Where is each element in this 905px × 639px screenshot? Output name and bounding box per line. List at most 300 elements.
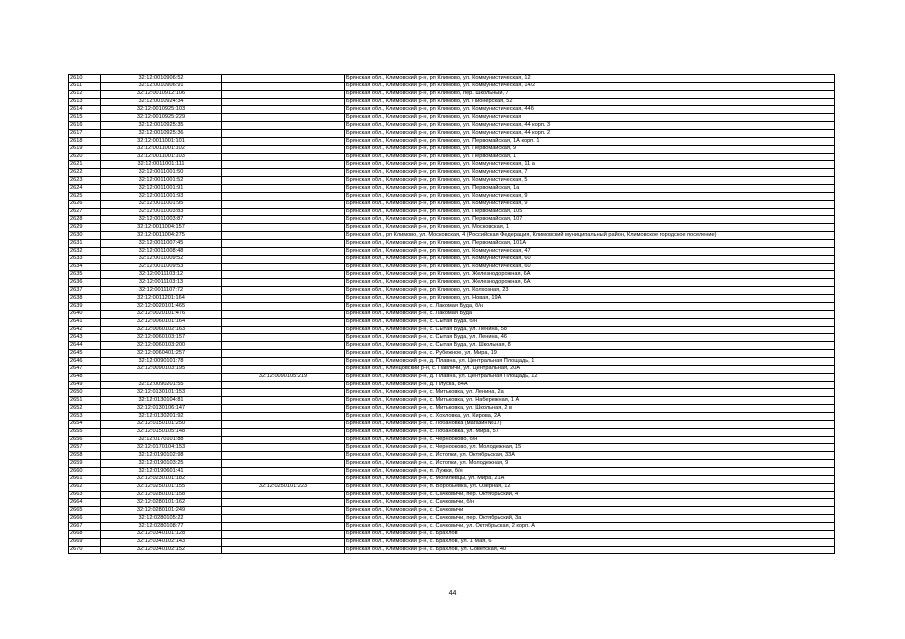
address-cell: Брянская обл., Клинцовский р-н, с. Павличи, ул. Центральная, 20А <box>345 365 835 373</box>
cadastral-number-cell: 32:12:0011001:91 <box>101 185 222 193</box>
address-cell: Брянская обл., Климовский р-н, рп Климово, ул. Коммунистическая, 9 <box>345 192 835 200</box>
row-number-cell: 2614 <box>69 106 101 114</box>
row-number-cell: 2645 <box>69 350 101 358</box>
cadastral-number-cell: 32:12:0010912:106 <box>101 90 222 98</box>
cadastral-number-cell: 32:12:0190103:25 <box>101 460 222 468</box>
row-number-cell: 2653 <box>69 412 101 420</box>
row-number-cell: 2663 <box>69 491 101 499</box>
address-cell: Брянская обл., Климовский р-н, рп Климово, ул. Коммунистическая, 44б <box>345 106 835 114</box>
cadastral-number-cell: 32:12:0011004:157 <box>101 224 222 232</box>
previous-number-cell <box>222 326 345 334</box>
row-number-cell: 2613 <box>69 98 101 106</box>
row-number-cell: 2611 <box>69 82 101 90</box>
address-cell: Брянская обл., Климовский р-н, с. Истопки, ул. Октябрьская, 33А <box>345 452 835 460</box>
address-cell: Брянская обл., Климовский р-н, рп Климово, ул. Коммунистическая, 5 <box>345 177 835 185</box>
table-row <box>69 185 835 193</box>
cadastral-number-cell: 32:12:0190102:98 <box>101 452 222 460</box>
cadastral-number-cell: 32:12:0011001:103 <box>101 153 222 161</box>
previous-number-cell <box>222 263 345 271</box>
row-number-cell: 2652 <box>69 405 101 413</box>
table-row <box>69 177 835 185</box>
table-row <box>69 90 835 98</box>
previous-number-cell <box>222 295 345 303</box>
row-number-cell: 2644 <box>69 342 101 350</box>
table-row <box>69 302 835 310</box>
row-number-cell: 2638 <box>69 295 101 303</box>
row-number-cell: 2659 <box>69 460 101 468</box>
address-cell: Брянская обл., Климовский р-н, рп Климово, ул. Коммунистическая, 11 а <box>345 161 835 169</box>
previous-number-cell <box>222 216 345 224</box>
previous-number-cell <box>222 192 345 200</box>
table-row <box>69 247 835 255</box>
previous-number-cell <box>222 106 345 114</box>
cadastral-number-cell: 32:12:0150105:148 <box>101 428 222 436</box>
row-number-cell: 2624 <box>69 185 101 193</box>
row-number-cell: 2610 <box>69 75 101 83</box>
table-row <box>69 169 835 177</box>
row-number-cell: 2628 <box>69 216 101 224</box>
address-cell: Брянская обл., Климовский р-н, с. Лакомая Буда <box>345 310 835 318</box>
table-row <box>69 310 835 318</box>
row-number-cell: 2656 <box>69 436 101 444</box>
cadastral-number-cell: 32:12:0011004:275 <box>101 232 222 240</box>
cadastral-number-cell: 32:12:0250101:155 <box>101 483 222 491</box>
table-row <box>69 507 835 515</box>
cadastral-number-cell: 32:12:0190601:41 <box>101 467 222 475</box>
address-cell: Брянская обл., Климовский р-н, с. Лакомая Буда, б/н <box>345 302 835 310</box>
previous-number-cell <box>222 412 345 420</box>
address-cell: Брянская обл., Климовский р-н, с. Сачковичи <box>345 507 835 515</box>
row-number-cell: 2620 <box>69 153 101 161</box>
cadastral-number-cell: 32:12:0060101:164 <box>101 318 222 326</box>
table-row <box>69 546 835 554</box>
cadastral-number-cell: 32:12:0010925:36 <box>101 130 222 138</box>
table-row <box>69 287 835 295</box>
previous-number-cell <box>222 310 345 318</box>
previous-number-cell <box>222 271 345 279</box>
table-row <box>69 381 835 389</box>
address-cell: Брянская обл., Климовский р-н, с. Лобановка, ул. Мира, 57 <box>345 428 835 436</box>
address-cell: Брянская обл., Климовский р-н, с. Сачковичи, пер. Октябрьский, 4 <box>345 491 835 499</box>
address-cell: Брянская обл., Климовский р-н, с. Рубежное, ул. Мира, 19 <box>345 350 835 358</box>
previous-number-cell <box>222 90 345 98</box>
table-row <box>69 216 835 224</box>
row-number-cell: 2626 <box>69 200 101 208</box>
row-number-cell: 2629 <box>69 224 101 232</box>
table-row <box>69 499 835 507</box>
address-cell: Брянская обл., Климовский р-н, с. Сытая Буда, ул. Ленина, 46 <box>345 334 835 342</box>
table-row <box>69 350 835 358</box>
cadastral-number-cell: 32:12:0060401:257 <box>101 350 222 358</box>
cadastral-number-cell: 32:12:0011007:45 <box>101 240 222 248</box>
address-cell: Брянская обл., Климовский р-н, с. Чернооково, б/н <box>345 436 835 444</box>
previous-number-cell <box>222 145 345 153</box>
row-number-cell: 2667 <box>69 522 101 530</box>
cadastral-number-cell: 32:12:0011001:95 <box>101 200 222 208</box>
previous-number-cell <box>222 365 345 373</box>
previous-number-cell <box>222 208 345 216</box>
registry-table-body <box>69 75 835 554</box>
address-cell: Брянская обл., Климовский р-н, рп Климово, ул. Первомайская, 1 <box>345 153 835 161</box>
row-number-cell: 2655 <box>69 428 101 436</box>
table-row <box>69 137 835 145</box>
address-cell: Брянская обл., Климовский р-н, рп Климово, ул. Коммунистическая, 7 <box>345 169 835 177</box>
address-cell: Брянская обл., Климовский р-н, с. Сачковичи, ул. Октябрьская, 2 корп. А <box>345 522 835 530</box>
previous-number-cell <box>222 507 345 515</box>
row-number-cell: 2627 <box>69 208 101 216</box>
previous-number-cell <box>222 137 345 145</box>
table-row <box>69 522 835 530</box>
row-number-cell: 2646 <box>69 357 101 365</box>
cadastral-number-cell: 32:12:0011001:50 <box>101 169 222 177</box>
cadastral-number-cell: 32:12:0011003:83 <box>101 208 222 216</box>
row-number-cell: 2654 <box>69 420 101 428</box>
address-cell: Брянская обл., Климовский р-н, рп Климово, ул. Коммунистическая, 9 <box>345 200 835 208</box>
table-row <box>69 452 835 460</box>
address-cell: Брянская обл., Климовский р-н, п. Воробьевка, ул. Озерная, 12 <box>345 483 835 491</box>
address-cell: Брянская обл., Климовский р-н, рп Климово, ул. Новая, 19А <box>345 295 835 303</box>
address-cell: Брянская обл., Климовский р-н, рп Климово, ул. Железнодорожная, 6А <box>345 271 835 279</box>
address-cell: Брянская обл., Климовский р-н, с. Митьковка, ул. Набережная, 1 А <box>345 397 835 405</box>
row-number-cell: 2623 <box>69 177 101 185</box>
row-number-cell: 2619 <box>69 145 101 153</box>
address-cell: Брянская обл., Климовский р-н, рп Климово, ул. Коммунистическая, 12 <box>345 75 835 83</box>
table-row <box>69 130 835 138</box>
row-number-cell: 2651 <box>69 397 101 405</box>
previous-number-cell <box>222 452 345 460</box>
table-row <box>69 436 835 444</box>
cadastral-number-cell: 32:12:0010924:34 <box>101 98 222 106</box>
table-row <box>69 82 835 90</box>
row-number-cell: 2647 <box>69 365 101 373</box>
cadastral-number-cell: 32:12:0011001:101 <box>101 137 222 145</box>
row-number-cell: 2618 <box>69 137 101 145</box>
address-cell: Брянская обл., Климовский р-н, рп Климово, ул. Первомайская, 1А корп. 1 <box>345 137 835 145</box>
address-cell: Брянская обл., рп Климово, ул. Московская, 4 (Российская Федерация, Климовский муниципальный район, Климовское городское поселение) <box>345 232 835 240</box>
cadastral-number-cell: 32:12:0130101:153 <box>101 389 222 397</box>
table-row <box>69 538 835 546</box>
table-row <box>69 255 835 263</box>
cadastral-number-cell: 32:12:0011103:12 <box>101 271 222 279</box>
row-number-cell: 2649 <box>69 381 101 389</box>
previous-number-cell <box>222 185 345 193</box>
cadastral-number-cell: 32:12:0010925:103 <box>101 106 222 114</box>
registry-table <box>68 74 835 554</box>
previous-number-cell <box>222 302 345 310</box>
row-number-cell: 2635 <box>69 271 101 279</box>
row-number-cell: 2657 <box>69 444 101 452</box>
address-cell: Брянская обл., Климовский р-н, с. Брахлов <box>345 530 835 538</box>
table-row <box>69 271 835 279</box>
table-row <box>69 412 835 420</box>
previous-number-cell <box>222 342 345 350</box>
table-row <box>69 240 835 248</box>
row-number-cell: 2617 <box>69 130 101 138</box>
table-row <box>69 515 835 523</box>
cadastral-number-cell: 32:12:0280101:162 <box>101 499 222 507</box>
previous-number-cell <box>222 491 345 499</box>
address-cell: Брянская обл., Климовский р-н, с. Сытая Буда, ул. Школьная, 8 <box>345 342 835 350</box>
cadastral-number-cell: 32:12:0340102:152 <box>101 546 222 554</box>
row-number-cell: 2668 <box>69 530 101 538</box>
previous-number-cell <box>222 122 345 130</box>
address-cell: Брянская обл., Климовский р-н, д. Плавна, ул. Центральная Площадь, 1 <box>345 357 835 365</box>
previous-number-cell <box>222 436 345 444</box>
address-cell: Брянская обл., Климовский р-н, с. Митьковка, ул. Школьная, 2 в <box>345 405 835 413</box>
cadastral-number-cell: 32:12:0170104:153 <box>101 444 222 452</box>
cadastral-number-cell: 32:12:0130201:92 <box>101 412 222 420</box>
table-row <box>69 208 835 216</box>
cadastral-number-cell: 32:12:0011009:52 <box>101 255 222 263</box>
cadastral-number-cell: 32:12:0170101:88 <box>101 436 222 444</box>
address-cell: Брянская обл., Климовский р-н, рп Климово, ул. Коммунистическая, 44 корп. 3 <box>345 122 835 130</box>
cadastral-number-cell: 32:12:0011201:164 <box>101 295 222 303</box>
previous-number-cell <box>222 350 345 358</box>
previous-number-cell <box>222 530 345 538</box>
table-row <box>69 357 835 365</box>
address-cell: Брянская обл., Климовский р-н, рп Климово, ул. Коммунистическая, 60 <box>345 255 835 263</box>
table-row <box>69 145 835 153</box>
previous-number-cell <box>222 247 345 255</box>
address-cell: Брянская обл., Климовский р-н, рп Климово, ул. Первомайская, 9 <box>345 145 835 153</box>
table-row <box>69 483 835 491</box>
previous-number-cell <box>222 200 345 208</box>
row-number-cell: 2661 <box>69 475 101 483</box>
row-number-cell: 2648 <box>69 373 101 381</box>
table-row <box>69 232 835 240</box>
address-cell: Брянская обл., Климовский р-н, рп Климово, пер. Школьный, 7 <box>345 90 835 98</box>
table-row <box>69 467 835 475</box>
row-number-cell: 2666 <box>69 515 101 523</box>
previous-number-cell <box>222 255 345 263</box>
row-number-cell: 2637 <box>69 287 101 295</box>
address-cell: Брянская обл., Климовский р-н, рп Климово, ул. Первомайская, 105 <box>345 208 835 216</box>
cadastral-number-cell: 32:12:0011001:52 <box>101 177 222 185</box>
cadastral-number-cell: 32:12:0150101:250 <box>101 420 222 428</box>
address-cell: Брянская обл., Климовский р-н, с. Митьковка, ул. Ленина, 2а <box>345 389 835 397</box>
row-number-cell: 2634 <box>69 263 101 271</box>
previous-number-cell <box>222 405 345 413</box>
address-cell: Брянская обл., Климовский р-н, рп Климово, ул. Первомайская, 1а <box>345 185 835 193</box>
previous-number-cell <box>222 224 345 232</box>
address-cell: Брянская обл., Климовский р-н, рп Климово, ул. Первомайская, 107 <box>345 216 835 224</box>
cadastral-number-cell <box>101 373 222 381</box>
row-number-cell: 2665 <box>69 507 101 515</box>
row-number-cell: 2625 <box>69 192 101 200</box>
cadastral-number-cell: 32:12:0130104:81 <box>101 397 222 405</box>
cadastral-number-cell: 32:12:0011008:48 <box>101 247 222 255</box>
table-row <box>69 279 835 287</box>
table-row <box>69 420 835 428</box>
table-row <box>69 326 835 334</box>
previous-number-cell <box>222 98 345 106</box>
cadastral-number-cell: 32:12:0280108:77 <box>101 522 222 530</box>
cadastral-number-cell: 32:12:0011001:93 <box>101 192 222 200</box>
row-number-cell: 2641 <box>69 318 101 326</box>
previous-number-cell <box>222 420 345 428</box>
cadastral-number-cell: 32:12:0280101:249 <box>101 507 222 515</box>
row-number-cell: 2631 <box>69 240 101 248</box>
previous-number-cell: 32:12:0090105:219 <box>222 373 345 381</box>
address-cell: Брянская обл., Климовский р-н, с. Хохловка, ул. Кирова, 2А <box>345 412 835 420</box>
cadastral-number-cell: 32:12:0340101:128 <box>101 530 222 538</box>
table-row <box>69 161 835 169</box>
cadastral-number-cell: 32:12:0060103:157 <box>101 334 222 342</box>
cadastral-number-cell: 32:12:0020101:476 <box>101 310 222 318</box>
table-row <box>69 295 835 303</box>
cadastral-number-cell: 32:12:0280101:158 <box>101 491 222 499</box>
previous-number-cell <box>222 357 345 365</box>
table-row <box>69 397 835 405</box>
row-number-cell: 2662 <box>69 483 101 491</box>
previous-number-cell <box>222 475 345 483</box>
row-number-cell: 2621 <box>69 161 101 169</box>
table-row <box>69 263 835 271</box>
previous-number-cell <box>222 389 345 397</box>
address-cell: Брянская обл., Климовский р-н, рп Климово, ул. Московская, 1 <box>345 224 835 232</box>
table-row <box>69 530 835 538</box>
previous-number-cell <box>222 334 345 342</box>
table-row <box>69 153 835 161</box>
row-number-cell: 2664 <box>69 499 101 507</box>
previous-number-cell <box>222 381 345 389</box>
address-cell: Брянская обл., Климовский р-н, рп Климово, ул. Коммунистическая <box>345 114 835 122</box>
cadastral-number-cell: 32:12:0011001:111 <box>101 161 222 169</box>
cadastral-number-cell: 32:12:0011103:13 <box>101 279 222 287</box>
previous-number-cell <box>222 169 345 177</box>
cadastral-number-cell: 32:12:0090103:195 <box>101 365 222 373</box>
table-row <box>69 475 835 483</box>
address-cell: Брянская обл., Климовский р-н, рп Климово, ул. Первомайская, 101А <box>345 240 835 248</box>
table-row <box>69 75 835 83</box>
row-number-cell: 2642 <box>69 326 101 334</box>
address-cell: Брянская обл., Климовский р-н, с. Истопки, ул. Молодежная, 9 <box>345 460 835 468</box>
address-cell: Брянская обл., Климовский р-н, рп Климово, ул. Колхозная, 23 <box>345 287 835 295</box>
address-cell: Брянская обл., Климовский р-н, с. Чернооково, ул. Молодежная, 15 <box>345 444 835 452</box>
table-row <box>69 192 835 200</box>
previous-number-cell <box>222 75 345 83</box>
previous-number-cell <box>222 397 345 405</box>
cadastral-number-cell: 32:12:0010906:52 <box>101 75 222 83</box>
row-number-cell: 2658 <box>69 452 101 460</box>
row-number-cell: 2670 <box>69 546 101 554</box>
address-cell: Брянская обл., Климовский р-н, с. Брахлов, ул. Советская, 40 <box>345 546 835 554</box>
cadastral-number-cell: 32:12:0060103:200 <box>101 342 222 350</box>
table-row <box>69 114 835 122</box>
cadastral-number-cell: 32:12:0011009:53 <box>101 263 222 271</box>
address-cell: Брянская обл., Климовский р-н, с. Могилевцы, ул. Мира, 21А <box>345 475 835 483</box>
row-number-cell: 2612 <box>69 90 101 98</box>
table-row <box>69 444 835 452</box>
table-row <box>69 106 835 114</box>
row-number-cell: 2622 <box>69 169 101 177</box>
table-row <box>69 334 835 342</box>
previous-number-cell <box>222 444 345 452</box>
address-cell: Брянская обл., Климовский р-н, д. Плавна, ул. Центральная Площадь, 12 <box>345 373 835 381</box>
previous-number-cell <box>222 515 345 523</box>
previous-number-cell <box>222 240 345 248</box>
table-row <box>69 318 835 326</box>
row-number-cell: 2660 <box>69 467 101 475</box>
previous-number-cell <box>222 538 345 546</box>
row-number-cell: 2616 <box>69 122 101 130</box>
table-row <box>69 373 835 381</box>
row-number-cell: 2640 <box>69 310 101 318</box>
previous-number-cell <box>222 546 345 554</box>
cadastral-number-cell: 32:12:0090101:78 <box>101 357 222 365</box>
previous-number-cell <box>222 318 345 326</box>
cadastral-number-cell: 32:12:0090201:55 <box>101 381 222 389</box>
address-cell: Брянская обл., Климовский р-н, с. Брахлов, ул. 1 Мая, 6 <box>345 538 835 546</box>
cadastral-number-cell: 32:12:0011107:72 <box>101 287 222 295</box>
previous-number-cell <box>222 130 345 138</box>
cadastral-number-cell: 32:12:0280105:22 <box>101 515 222 523</box>
previous-number-cell <box>222 82 345 90</box>
address-cell: Брянская обл., Климовский р-н, рп Климово, ул. Железнодорожная, 6А <box>345 279 835 287</box>
cadastral-number-cell: 32:12:0340102:143 <box>101 538 222 546</box>
previous-number-cell <box>222 499 345 507</box>
address-cell: Брянская обл., Климовский р-н, с. Сачковичи, пер. Октябрьский, 3а <box>345 515 835 523</box>
address-cell: Брянская обл., Климовский р-н, рп Климово, ул. Коммунистическая, 44 корп. 2 <box>345 130 835 138</box>
table-row <box>69 491 835 499</box>
previous-number-cell <box>222 522 345 530</box>
cadastral-number-cell: 32:12:0010925:35 <box>101 122 222 130</box>
address-cell: Брянская обл., Климовский р-н, д. Плуска, 84А <box>345 381 835 389</box>
address-cell: Брянская обл., Климовский р-н, с. Сытая Буда, ул. Ленина, 58 <box>345 326 835 334</box>
previous-number-cell <box>222 428 345 436</box>
address-cell: Брянская обл., Климовский р-н, рп Климово, ул. Коммунистическая, 47 <box>345 247 835 255</box>
previous-number-cell <box>222 467 345 475</box>
cadastral-number-cell: 32:12:0011001:102 <box>101 145 222 153</box>
table-row <box>69 342 835 350</box>
cadastral-number-cell: 32:12:0010925:229 <box>101 114 222 122</box>
address-cell: Брянская обл., Климовский р-н, с. Сачковичи, б/н <box>345 499 835 507</box>
address-cell: Брянская обл., Климовский р-н, с. Сытая Буда, б/н <box>345 318 835 326</box>
row-number-cell: 2650 <box>69 389 101 397</box>
address-cell: Брянская обл., Климовский р-н, рп Климово, ул. Пионерская, 52 <box>345 98 835 106</box>
previous-number-cell <box>222 232 345 240</box>
previous-number-cell <box>222 114 345 122</box>
address-cell: Брянская обл., Климовский р-н, с. Лобановка (магазин№17) <box>345 420 835 428</box>
previous-number-cell <box>222 153 345 161</box>
address-cell: Брянская обл., Климовский р-н, рп Климово, ул. Коммунистическая, 14/2 <box>345 82 835 90</box>
row-number-cell: 2630 <box>69 232 101 240</box>
previous-number-cell <box>222 460 345 468</box>
cadastral-number-cell: 32:12:0130106:147 <box>101 405 222 413</box>
row-number-cell: 2639 <box>69 302 101 310</box>
previous-number-cell: 32:12:0250101:223 <box>222 483 345 491</box>
table-row <box>69 224 835 232</box>
previous-number-cell <box>222 177 345 185</box>
table-row <box>69 460 835 468</box>
cadastral-number-cell: 32:12:0020101:465 <box>101 302 222 310</box>
table-row <box>69 428 835 436</box>
row-number-cell: 2615 <box>69 114 101 122</box>
cadastral-number-cell: 32:12:0230101:182 <box>101 475 222 483</box>
row-number-cell: 2643 <box>69 334 101 342</box>
row-number-cell: 2636 <box>69 279 101 287</box>
previous-number-cell <box>222 161 345 169</box>
table-row <box>69 389 835 397</box>
row-number-cell: 2632 <box>69 247 101 255</box>
page-number: 44 <box>448 590 457 597</box>
table-row <box>69 200 835 208</box>
row-number-cell: 2633 <box>69 255 101 263</box>
table-row <box>69 98 835 106</box>
address-cell: Брянская обл., Климовский р-н, рп Климово, ул. Коммунистическая, 60 <box>345 263 835 271</box>
previous-number-cell <box>222 279 345 287</box>
previous-number-cell <box>222 287 345 295</box>
